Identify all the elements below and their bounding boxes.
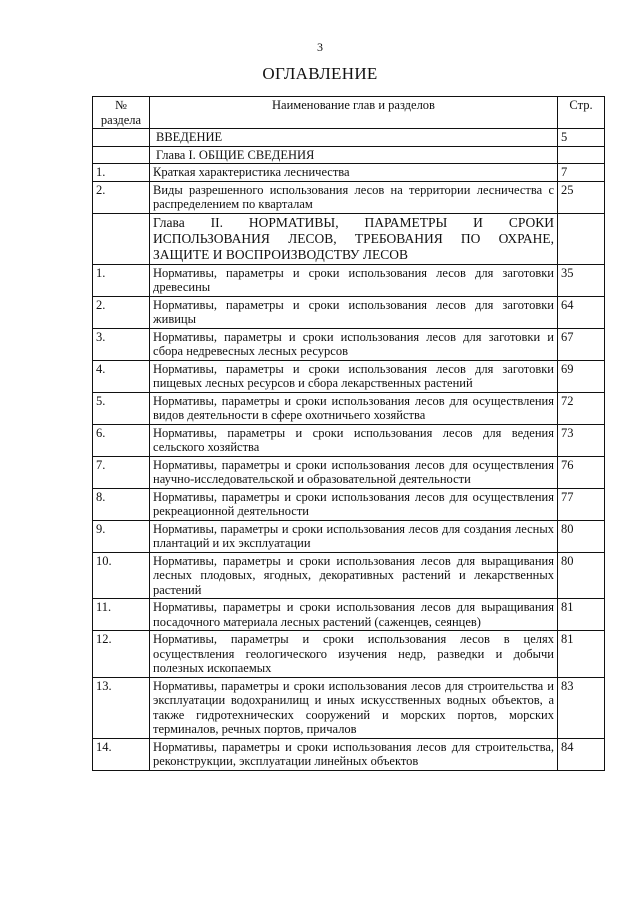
page-number: 3 — [317, 40, 323, 54]
section-number: 14. — [93, 738, 150, 770]
section-number — [93, 129, 150, 147]
section-number: 11. — [93, 599, 150, 631]
table-row — [93, 456, 605, 488]
section-name: Нормативы, параметры и сроки использования лесов для заготовки древесины — [150, 264, 558, 296]
section-name: Нормативы, параметры и сроки использования лесов для заготовки живицы — [150, 296, 558, 328]
section-page: 80 — [558, 520, 605, 552]
table-row — [93, 552, 605, 599]
section-name: ВВЕДЕНИЕ — [150, 129, 558, 147]
section-number: 7. — [93, 456, 150, 488]
section-name: Нормативы, параметры и сроки использования лесов для строительства и эксплуатации водохранилищ и иных искусственных водных объектов, а также гидротехнических сооружений и морских портов, морских терминалов, речных портов, причалов — [150, 677, 558, 738]
section-name: Нормативы, параметры и сроки использования лесов для выращивания посадочного материала лесных растений (саженцев, сеянцев) — [150, 599, 558, 631]
section-name: Нормативы, параметры и сроки использования лесов для осуществления рекреационной деятельности — [150, 488, 558, 520]
section-page: 25 — [558, 181, 605, 213]
page-title: ОГЛАВЛЕНИЕ — [262, 64, 378, 83]
section-name: Нормативы, параметры и сроки использования лесов для создания лесных плантаций и их эксплуатации — [150, 520, 558, 552]
section-number: 9. — [93, 520, 150, 552]
table-row — [93, 520, 605, 552]
table-header-row — [93, 97, 605, 129]
section-page: 81 — [558, 631, 605, 678]
header-section-number: № раздела — [93, 97, 150, 129]
section-name: Нормативы, параметры и сроки использования лесов для выращивания лесных плодовых, ягодных, декоративных растений и лекарственных растений — [150, 552, 558, 599]
section-page: 80 — [558, 552, 605, 599]
section-name: Нормативы, параметры и сроки использования лесов для строительства, реконструкции, эксплуатации линейных объектов — [150, 738, 558, 770]
section-number: 4. — [93, 360, 150, 392]
table-row — [93, 488, 605, 520]
section-name: Нормативы, параметры и сроки использования лесов в целях осуществления геологического изучения недр, разведки и добычи полезных ископаемых — [150, 631, 558, 678]
header-page: Стр. — [558, 97, 605, 129]
section-page: 73 — [558, 424, 605, 456]
table-row — [93, 164, 605, 182]
section-number: 2. — [93, 181, 150, 213]
table-row — [93, 631, 605, 678]
section-number: 10. — [93, 552, 150, 599]
section-page: 35 — [558, 264, 605, 296]
table-row — [93, 677, 605, 738]
header-section-name: Наименование глав и разделов — [150, 97, 558, 129]
table-row — [93, 328, 605, 360]
section-name: Краткая характеристика лесничества — [150, 164, 558, 182]
section-number — [93, 213, 150, 264]
section-name: Нормативы, параметры и сроки использования лесов для ведения сельского хозяйства — [150, 424, 558, 456]
section-number: 1. — [93, 264, 150, 296]
section-page: 83 — [558, 677, 605, 738]
section-page: 67 — [558, 328, 605, 360]
section-name: Глава II. НОРМАТИВЫ, ПАРАМЕТРЫ И СРОКИ ИСПОЛЬЗОВАНИЯ ЛЕСОВ, ТРЕБОВАНИЯ ПО ОХРАНЕ, ЗАЩИТЕ И ВОСПРОИЗВОДСТВУ ЛЕСОВ — [150, 213, 558, 264]
section-number — [93, 146, 150, 164]
table-row — [93, 146, 605, 164]
table-row — [93, 213, 605, 264]
section-number: 8. — [93, 488, 150, 520]
section-name: Глава I. ОБЩИЕ СВЕДЕНИЯ — [150, 146, 558, 164]
section-number: 1. — [93, 164, 150, 182]
section-page: 72 — [558, 392, 605, 424]
section-name: Нормативы, параметры и сроки использования лесов для осуществления видов деятельности в сфере охотничьего хозяйства — [150, 392, 558, 424]
section-name: Нормативы, параметры и сроки использования лесов для заготовки и сбора недревесных лесных ресурсов — [150, 328, 558, 360]
section-number: 2. — [93, 296, 150, 328]
section-page — [558, 213, 605, 264]
section-number: 12. — [93, 631, 150, 678]
section-number: 3. — [93, 328, 150, 360]
section-number: 13. — [93, 677, 150, 738]
section-page: 64 — [558, 296, 605, 328]
table-row — [93, 424, 605, 456]
section-page: 81 — [558, 599, 605, 631]
section-page — [558, 146, 605, 164]
table-row — [93, 392, 605, 424]
section-page: 69 — [558, 360, 605, 392]
table-row — [93, 738, 605, 770]
section-number: 5. — [93, 392, 150, 424]
section-name: Нормативы, параметры и сроки использования лесов для осуществления научно-исследовательской и образовательной деятельности — [150, 456, 558, 488]
section-page: 84 — [558, 738, 605, 770]
table-row — [93, 360, 605, 392]
table-row — [93, 296, 605, 328]
section-page: 77 — [558, 488, 605, 520]
table-row — [93, 181, 605, 213]
section-name: Виды разрешенного использования лесов на территории лесничества с распределением по кварталам — [150, 181, 558, 213]
table-row — [93, 599, 605, 631]
section-page: 7 — [558, 164, 605, 182]
table-of-contents — [92, 96, 605, 771]
section-page: 5 — [558, 129, 605, 147]
table-row — [93, 129, 605, 147]
table-row — [93, 264, 605, 296]
table-body — [93, 129, 605, 771]
section-page: 76 — [558, 456, 605, 488]
section-number: 6. — [93, 424, 150, 456]
section-name: Нормативы, параметры и сроки использования лесов для заготовки пищевых лесных ресурсов и сбора лекарственных растений — [150, 360, 558, 392]
